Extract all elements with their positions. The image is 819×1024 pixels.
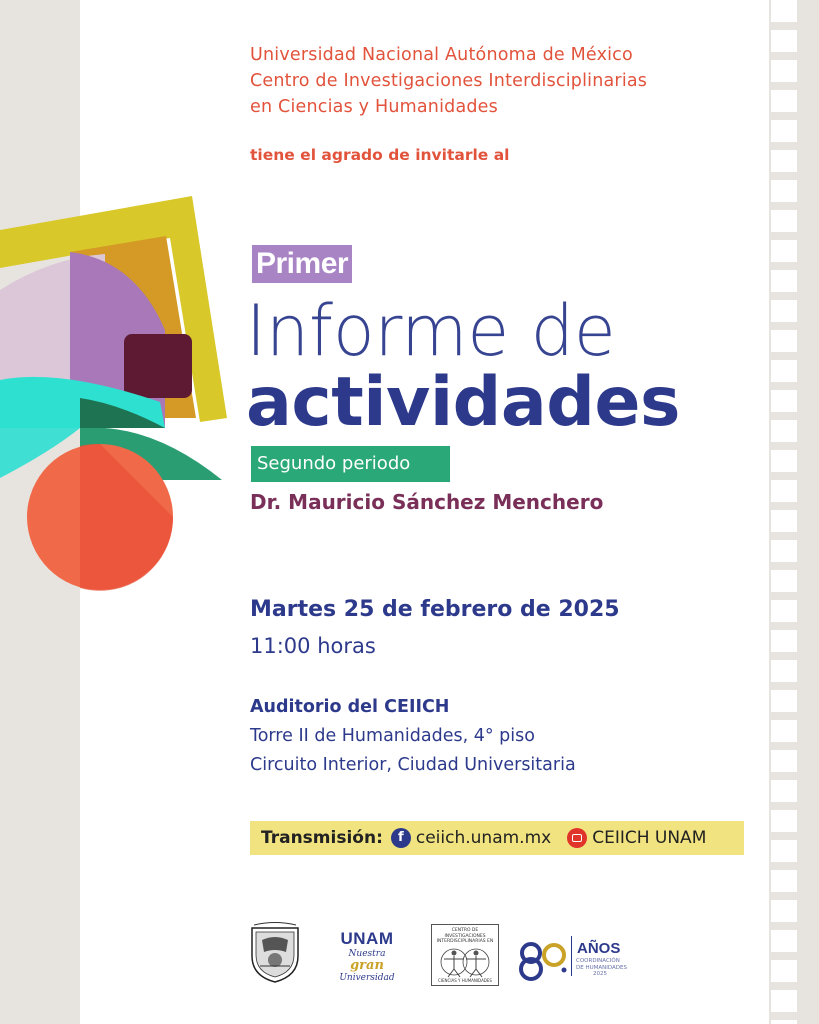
title-line2: actividades — [246, 363, 680, 442]
ceiich-caption-top: CENTRO DE INVESTIGACIONES INTERDISCIPLINARIAS EN — [436, 928, 494, 944]
ceiich-logo — [431, 924, 499, 986]
unam-wordmark: UNAM — [340, 929, 394, 948]
university-name: Universidad Nacional Autónoma de México — [250, 45, 633, 65]
unam-tagline-2: Universidad — [339, 973, 395, 983]
primer-tag: Primer — [252, 245, 352, 283]
broadcast-band — [250, 821, 744, 855]
ceiich-caption-bottom: CIENCIAS Y HUMANIDADES — [438, 978, 492, 983]
event-date: Martes 25 de febrero de 2025 — [250, 597, 620, 622]
broadcast-label: Transmisión: — [261, 828, 383, 848]
event-venue: Auditorio del CEIICH — [250, 697, 450, 717]
decorative-ladder-strip — [771, 0, 797, 1024]
youtube-link[interactable]: CEIICH UNAM — [592, 828, 707, 848]
unam-brand-logo — [332, 929, 402, 981]
center-name-line2: en Ciencias y Humanidades — [250, 97, 498, 117]
invitation-text: tiene el agrado de invitarle al — [250, 146, 510, 164]
unam-shield-logo — [248, 922, 302, 984]
vitruvian-figures-icon — [432, 945, 498, 979]
geometric-decoration — [0, 190, 240, 600]
plum-square-shape — [124, 334, 192, 398]
title-line1: Informe de — [246, 290, 616, 372]
period-tag: Segundo periodo — [251, 446, 450, 482]
presenter-name: Dr. Mauricio Sánchez Menchero — [250, 490, 604, 514]
youtube-icon[interactable] — [567, 828, 587, 848]
venue-address-line2: Circuito Interior, Ciudad Universitaria — [250, 755, 576, 775]
anniversary-divider — [571, 936, 572, 976]
anniversary-caption: COORDINACIÓN DE HUMANIDADES 2025 — [576, 958, 627, 977]
unam-tagline: Nuestra gran — [348, 949, 386, 973]
center-name-line1: Centro de Investigaciones Interdisciplinarias — [250, 71, 648, 91]
venue-address-line1: Torre II de Humanidades, 4° piso — [250, 726, 535, 746]
anniversary-years-text: AÑOS — [577, 940, 621, 957]
event-time: 11:00 horas — [250, 634, 376, 658]
facebook-link[interactable]: ceiich.unam.mx — [415, 828, 552, 848]
facebook-icon[interactable]: f — [391, 828, 411, 848]
